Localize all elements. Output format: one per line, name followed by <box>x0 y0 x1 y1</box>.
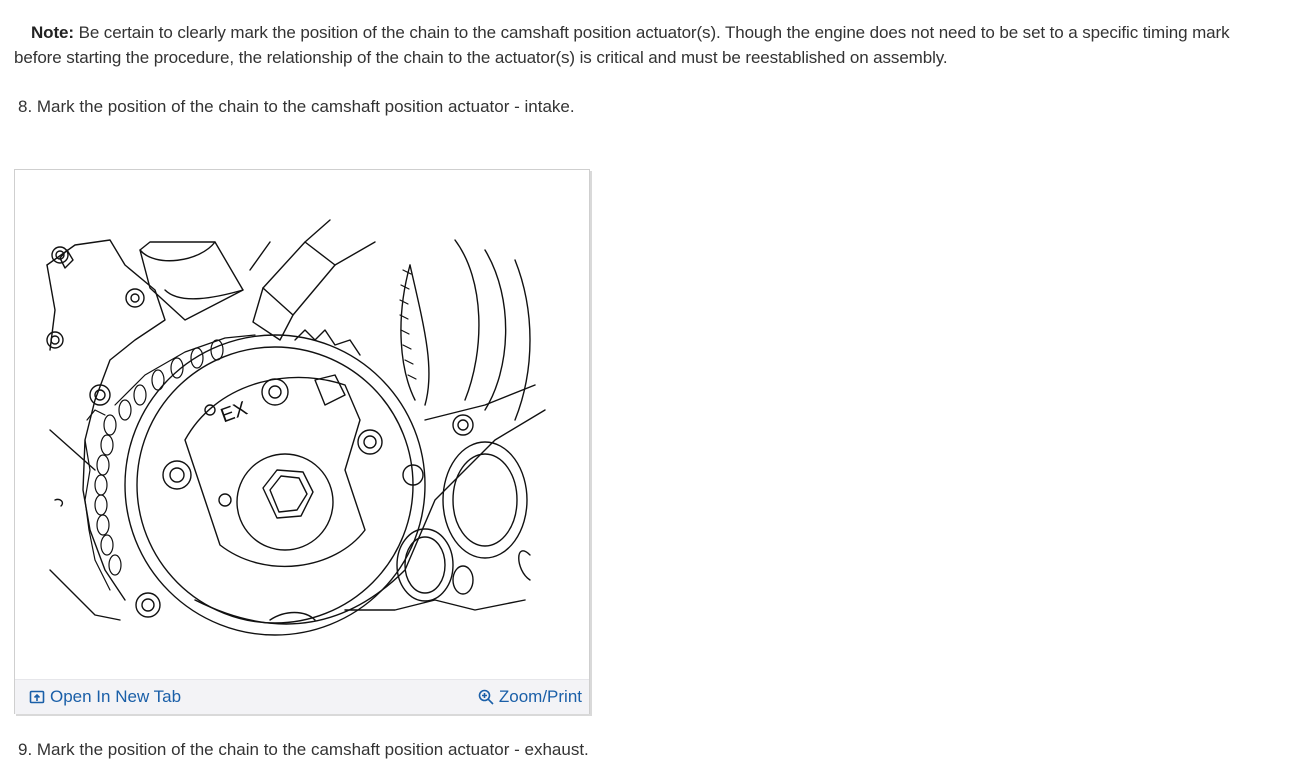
zoom-print-label: Zoom/Print <box>498 687 582 706</box>
zoom-print-link[interactable] <box>478 687 582 707</box>
open-in-new-tab-label: Open In New Tab <box>50 687 182 706</box>
camshaft-actuator-illustration <box>15 170 589 679</box>
note-text: Be certain to clearly mark the position of the chain to the camshaft position actuator(s). Though the engine does not need to be set to a specific timing mark before starting the procedure, the relationship of the chain to the actuator(s) is critical and must be reestablished on assembly. <box>14 23 1230 67</box>
figure-container <box>14 169 590 714</box>
note-label: Note: <box>31 23 74 42</box>
figure-toolbar <box>15 679 589 714</box>
note-paragraph <box>14 20 1244 70</box>
sprocket-marking-text: EX <box>217 397 251 428</box>
step-9-text: 9. Mark the position of the chain to the camshaft position actuator - exhaust. <box>18 740 589 759</box>
open-in-new-tab-icon <box>29 689 45 705</box>
open-in-new-tab-link[interactable] <box>29 687 181 707</box>
step-8-text: 8. Mark the position of the chain to the camshaft position actuator - intake. <box>18 97 575 116</box>
zoom-in-icon <box>478 689 494 705</box>
